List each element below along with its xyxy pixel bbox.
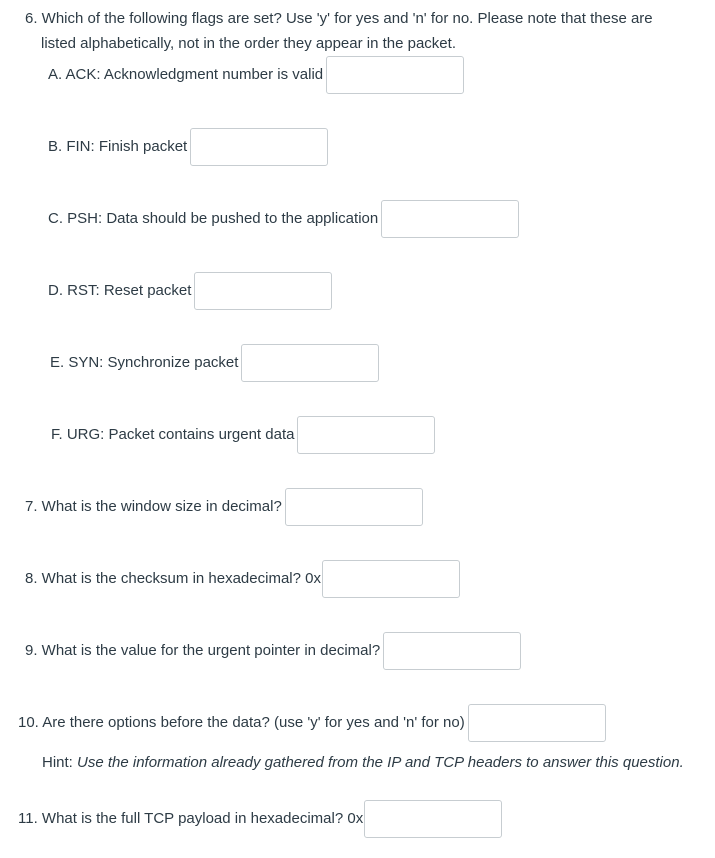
tcp-payload-input[interactable] <box>364 800 502 838</box>
q10-label: 10. Are there options before the data? (use 'y' for yes and 'n' for no) <box>18 714 465 731</box>
urgent-pointer-input[interactable] <box>383 632 521 670</box>
q6-item-rst-label: D. RST: Reset packet <box>48 282 192 299</box>
syn-answer-input[interactable] <box>241 344 379 382</box>
q9-label: 9. What is the value for the urgent pointer in decimal? <box>25 642 381 659</box>
q6-item-ack <box>48 56 464 94</box>
q6-item-syn <box>50 344 379 382</box>
window-size-input[interactable] <box>285 488 423 526</box>
q6-item-fin-label: B. FIN: Finish packet <box>48 138 188 155</box>
q10-hint-prefix: Hint: <box>42 754 78 771</box>
q6-prompt-line2: listed alphabetically, not in the order they appear in the packet. <box>41 35 456 52</box>
q6-item-psh-label: C. PSH: Data should be pushed to the application <box>48 210 379 227</box>
q6-prompt-line1: 6. Which of the following flags are set? Use 'y' for yes and 'n' for no. Please note that these are <box>25 10 653 27</box>
q6-item-ack-label: A. ACK: Acknowledgment number is valid <box>48 66 324 83</box>
q10-row <box>18 704 606 742</box>
rst-answer-input[interactable] <box>194 272 332 310</box>
q7-row <box>25 488 423 526</box>
q6-item-fin <box>48 128 328 166</box>
q11-label: 11. What is the full TCP payload in hexadecimal? 0x <box>18 810 364 827</box>
q8-row <box>25 560 460 598</box>
q10-hint <box>42 753 684 773</box>
q6-item-urg <box>51 416 435 454</box>
q6-item-syn-label: E. SYN: Synchronize packet <box>50 354 239 371</box>
options-answer-input[interactable] <box>468 704 606 742</box>
q10-hint-text: Use the information already gathered from the IP and TCP headers to answer this question. <box>77 754 684 771</box>
q8-label: 8. What is the checksum in hexadecimal? 0x <box>25 570 321 587</box>
psh-answer-input[interactable] <box>381 200 519 238</box>
fin-answer-input[interactable] <box>190 128 328 166</box>
q6-item-rst <box>48 272 332 310</box>
q6-item-urg-label: F. URG: Packet contains urgent data <box>51 426 295 443</box>
q11-row <box>18 800 502 838</box>
ack-answer-input[interactable] <box>326 56 464 94</box>
q9-row <box>25 632 521 670</box>
urg-answer-input[interactable] <box>297 416 435 454</box>
q6-item-psh <box>48 200 519 238</box>
q7-label: 7. What is the window size in decimal? <box>25 498 282 515</box>
checksum-input[interactable] <box>322 560 460 598</box>
